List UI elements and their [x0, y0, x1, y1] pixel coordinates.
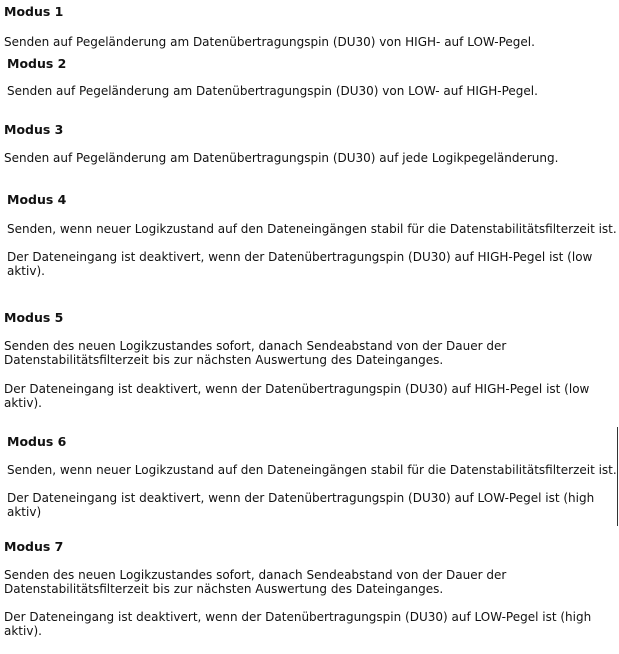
mode-3-title: Modus 3	[4, 122, 64, 137]
mode-5-text-1	[4, 339, 506, 367]
mode-6-title: Modus 6	[7, 434, 67, 449]
mode-1-title: Modus 1	[4, 4, 64, 19]
mode-6-text-2	[7, 491, 594, 519]
text-line: Der Dateneingang ist deaktivert, wenn der Datenübertragungspin (DU30) auf LOW-Pegel ist (high	[4, 610, 592, 624]
mode-7-text-2	[4, 610, 591, 638]
mode-4-title: Modus 4	[7, 192, 67, 207]
text-line: Senden auf Pegeländerung am Datenübertragungspin (DU30) von HIGH- auf LOW-Pegel.	[4, 35, 535, 49]
text-line: aktiv)	[7, 505, 42, 519]
mode-2-title: Modus 2	[7, 56, 67, 71]
mode-3-text-1	[4, 151, 558, 165]
mode-6-text-1	[7, 463, 617, 477]
text-line: aktiv).	[4, 624, 42, 638]
text-line: Senden auf Pegeländerung am Datenübertragungspin (DU30) von LOW- auf HIGH-Pegel.	[7, 84, 538, 98]
divider-line	[617, 427, 618, 526]
mode-5-title: Modus 5	[4, 310, 64, 325]
text-line: aktiv).	[7, 264, 45, 278]
text-line: Der Dateneingang ist deaktivert, wenn der Datenübertragungspin (DU30) auf HIGH-Pegel ist (low	[4, 382, 590, 396]
text-line: Senden des neuen Logikzustandes sofort, danach Sendeabstand von der Dauer der	[4, 568, 507, 582]
mode-2-text-1	[7, 84, 538, 98]
mode-7-text-1	[4, 568, 506, 596]
text-line: Der Dateneingang ist deaktivert, wenn der Datenübertragungspin (DU30) auf LOW-Pegel ist (high	[7, 491, 595, 505]
text-line: aktiv).	[4, 396, 42, 410]
text-line: Senden, wenn neuer Logikzustand auf den Dateneingängen stabil für die Datenstabilitätsfilterzeit ist.	[7, 463, 617, 477]
text-line: Datenstabilitätsfilterzeit bis zur nächsten Auswertung des Dateinganges.	[4, 582, 444, 596]
text-line: Senden, wenn neuer Logikzustand auf den Dateneingängen stabil für die Datenstabilitätsfilterzeit ist.	[7, 222, 617, 236]
text-line: Datenstabilitätsfilterzeit bis zur nächsten Auswertung des Dateinganges.	[4, 353, 444, 367]
mode-4-text-2	[7, 250, 592, 278]
mode-4-text-1	[7, 222, 617, 236]
mode-5-text-2	[4, 382, 589, 410]
text-line: Senden auf Pegeländerung am Datenübertragungspin (DU30) auf jede Logikpegeländerung.	[4, 151, 559, 165]
mode-1-text-1	[4, 35, 535, 49]
text-line: Der Dateneingang ist deaktivert, wenn der Datenübertragungspin (DU30) auf HIGH-Pegel ist (low	[7, 250, 593, 264]
text-line: Senden des neuen Logikzustandes sofort, danach Sendeabstand von der Dauer der	[4, 339, 507, 353]
mode-7-title: Modus 7	[4, 539, 64, 554]
